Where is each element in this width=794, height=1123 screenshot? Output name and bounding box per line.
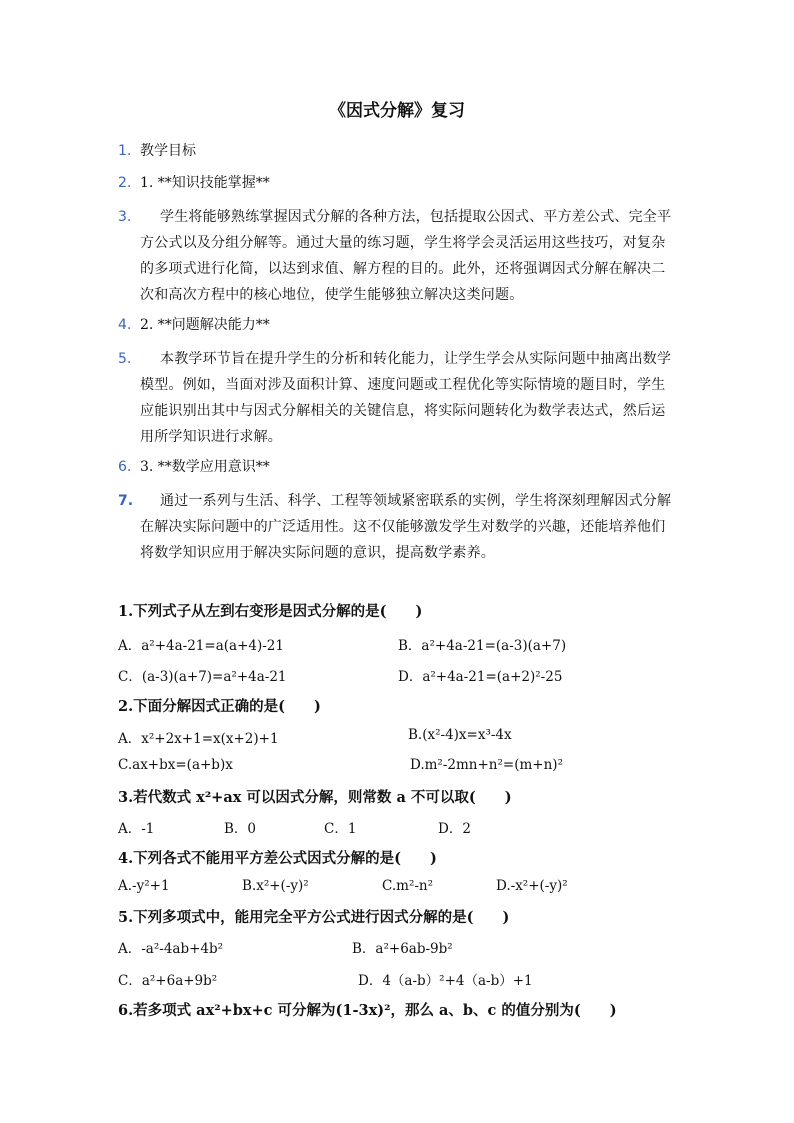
page-title: 《因式分解》复习 [329,101,465,121]
list-item [118,454,658,480]
question-6-stem: 6.若多项式 ax²+bx+c 可分解为(1-3x)²，那么 a、b、c 的值分别为( ) [118,1002,617,1019]
question-3-option-a: A．-1 [118,821,155,837]
question-1-option-a: A．a²+4a-21=a(a+4)-21 [118,638,284,654]
question-5-option-d: D．4（a-b）²+4（a-b）+1 [358,973,533,989]
question-4-option-c: C.m²-n² [382,878,434,894]
list-number: 7. [118,493,134,509]
question-2-option-a: A．x²+2x+1=x(x+2)+1 [118,731,279,747]
question-2-option-c: C.ax+bx=(a+b)x [118,757,233,773]
list-text: 本教学环节旨在提升学生的分析和转化能力，让学生学会从实际问题中抽离出数学模型。例如，当面对涉及面积计算、速度问题或工程优化等实际情境的题目时，学生应能识别出其中与因式分解相关的关键信息，将实际问题转化为数学表达式，然后运用所学知识进行求解。 [140,351,672,445]
list-number: 2. [118,175,132,191]
question-3-option-d: D．2 [438,821,471,837]
list-number: 3. [118,209,132,225]
list-item [118,488,678,566]
list-item [118,346,678,450]
list-number: 6. [118,459,132,475]
question-1-stem: 1.下列式子从左到右变形是因式分解的是( ) [118,603,423,620]
question-3-option-b: B．0 [224,821,257,837]
list-text: 学生将能够熟练掌握因式分解的各种方法，包括提取公因式、平方差公式、完全平方公式以及分组分解等。通过大量的练习题，学生将学会灵活运用这些技巧，对复杂的多项式进行化简，以达到求值、解方程的目的。此外，还将强调因式分解在解决二次和高次方程中的核心地位，使学生能够独立解决这类问题。 [140,209,672,303]
question-4-option-a: A.-y²+1 [118,878,170,894]
list-text: 1. **知识技能掌握** [140,175,270,191]
question-2-stem: 2.下面分解因式正确的是( ) [118,698,321,715]
question-1-option-c: C．(a-3)(a+7)=a²+4a-21 [118,669,287,685]
list-item [118,204,678,308]
list-item [118,170,658,196]
list-text: 通过一系列与生活、科学、工程等领域紧密联系的实例，学生将深刻理解因式分解在解决实际问题中的广泛适用性。这不仅能够激发学生对数学的兴趣，还能培养他们将数学知识应用于解决实际问题的意识，提高数学素养。 [140,493,672,561]
list-text: 3. **数学应用意识** [140,459,270,475]
list-item [118,312,658,338]
question-4-option-b: B.x²+(-y)² [242,878,309,894]
list-text: 教学目标 [140,143,196,159]
question-2-option-d: D.m²-2mn+n²=(m+n)² [410,757,563,773]
question-5-option-c: C．a²+6a+9b² [118,973,218,989]
question-2-option-b: B.(x²-4)x=x³-4x [408,727,512,743]
list-number: 1. [118,143,132,159]
question-4-option-d: D.-x²+(-y)² [496,878,568,894]
question-3-option-c: C．1 [324,821,357,837]
question-4-stem: 4.下列各式不能用平方差公式因式分解的是( ) [118,850,437,867]
question-5-stem: 5.下列多项式中，能用完全平方公式进行因式分解的是( ) [118,909,510,926]
question-1-option-b: B．a²+4a-21=(a-3)(a+7) [398,638,567,654]
question-1-option-d: D．a²+4a-21=(a+2)²-25 [398,669,563,685]
list-item [118,138,658,164]
question-3-stem: 3.若代数式 x²+ax 可以因式分解，则常数 a 不可以取( ) [118,789,512,806]
question-5-option-b: B．a²+6ab-9b² [352,941,453,957]
list-number: 5. [118,351,132,367]
list-number: 4. [118,317,132,333]
list-text: 2. **问题解决能力** [140,317,270,333]
question-5-option-a: A．-a²-4ab+4b² [118,941,224,957]
